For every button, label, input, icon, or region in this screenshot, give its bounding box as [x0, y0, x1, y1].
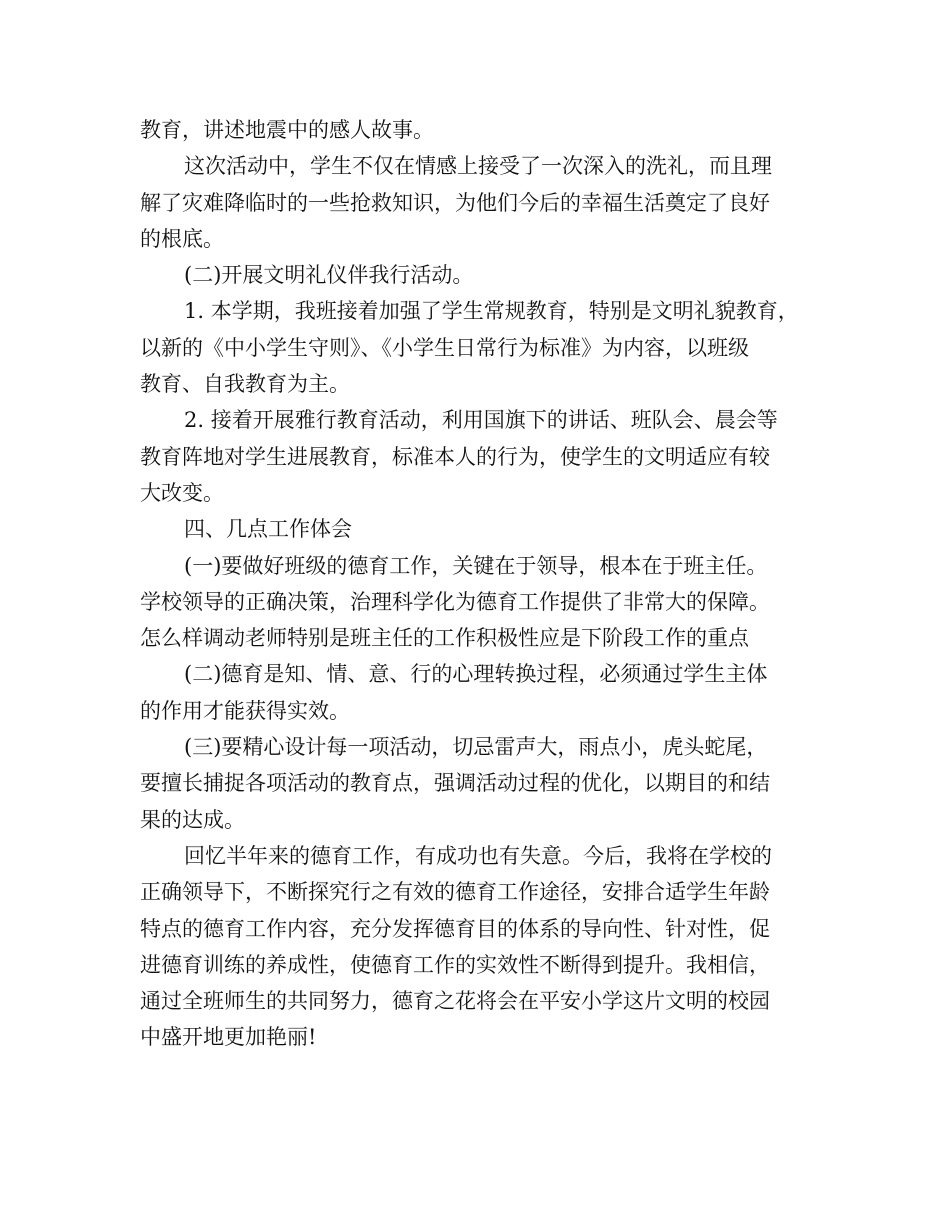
text-line: 2. 接着开展雅行教育活动，利用国旗下的讲话、班队会、晨会等: [184, 408, 778, 433]
text-line: (一)要做好班级的德育工作，关键在于领导，根本在于班主任。: [184, 553, 768, 578]
text-line: (二)开展文明礼仪伴我行活动。: [184, 263, 474, 288]
text-line: 通过全班师生的共同努力，德育之花将会在平安小学这片文明的校园: [140, 989, 770, 1014]
text-line: 中盛开地更加艳丽!: [140, 1025, 317, 1050]
text-line: 进德育训练的养成性，使德育工作的实效性不断得到提升。我相信，: [140, 952, 770, 977]
text-line: 教育、自我教育为主。: [140, 372, 350, 397]
text-line: 特点的德育工作内容，充分发挥德育目的体系的导向性、针对性，促: [140, 916, 770, 941]
text-line: (二)德育是知、情、意、行的心理转换过程，必须通过学生主体: [184, 662, 768, 687]
text-line: 教育，讲述地震中的感人故事。: [140, 118, 434, 142]
text-line: 要擅长捕捉各项活动的教育点，强调活动过程的优化，以期目的和结: [140, 771, 770, 796]
section-heading: 四、几点工作体会: [184, 517, 352, 542]
text-line: 1. 本学期，我班接着加强了学生常规教育，特别是文明礼貌教育，: [184, 299, 799, 324]
text-line: (三)要精心设计每一项活动，切忌雷声大，雨点小，虎头蛇尾，: [184, 735, 768, 760]
text-line: 正确领导下，不断探究行之有效的德育工作途径，安排合适学生年龄: [140, 880, 770, 905]
text-line: 的根底。: [140, 226, 224, 251]
text-line: 怎么样调动老师特别是班主任的工作积极性应是下阶段工作的重点: [140, 626, 749, 651]
text-line: 的作用才能获得实效。: [140, 698, 350, 723]
document-body: [140, 112, 820, 1056]
text-line: 回忆半年来的德育工作，有成功也有失意。今后，我将在学校的: [184, 843, 772, 868]
text-line: 学校领导的正确决策，治理科学化为德育工作提供了非常大的保障。: [140, 589, 770, 614]
text-line: 大改变。: [140, 480, 224, 505]
text-line: 这次活动中，学生不仅在情感上接受了一次深入的洗礼，而且理: [184, 154, 772, 179]
text-line: 以新的《中小学生守则》、《小学生日常行为标准》为内容，以班级: [140, 335, 749, 360]
text-line: 教育阵地对学生进展教育，标准本人的行为，使学生的文明适应有较: [140, 444, 770, 469]
text-line: 解了灾难降临时的一些抢救知识，为他们今后的幸福生活奠定了良好: [140, 190, 770, 215]
text-line: 果的达成。: [140, 807, 245, 832]
